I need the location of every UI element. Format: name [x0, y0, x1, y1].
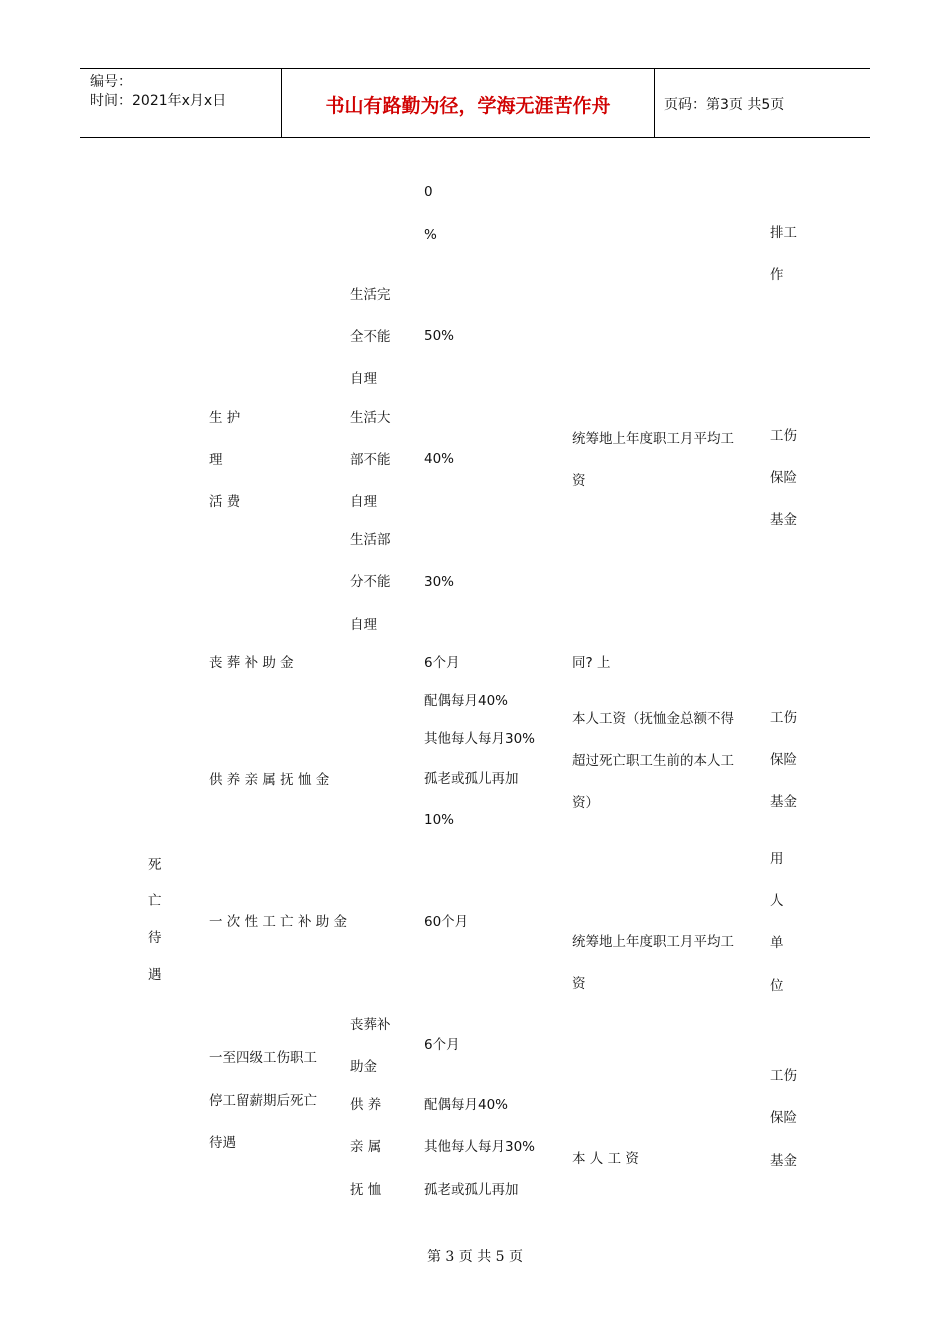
table-cell: 统筹地上年度职工月平均工	[572, 431, 734, 447]
table-cell: 资）	[572, 795, 599, 811]
table-cell: 亡	[148, 893, 162, 909]
table-cell: 丧 葬 补 助 金	[209, 655, 294, 671]
table-cell: 工伤	[770, 710, 797, 726]
table-cell: 供 养	[350, 1097, 382, 1113]
table-cell: 孤老或孤儿再加	[424, 1182, 519, 1198]
table-cell: 自理	[350, 494, 377, 510]
page-footer: 第 3 页 共 5 页	[426, 1249, 524, 1265]
motto: 书山有路勤为径，学海无涯苦作舟	[325, 95, 611, 117]
table-cell: 6个月	[424, 1037, 460, 1053]
table-cell: 一 次 性 工 亡 补 助 金	[209, 914, 348, 930]
table-cell: 一至四级工伤职工	[209, 1050, 317, 1066]
table-cell: 死	[148, 857, 162, 873]
table-cell: 50%	[424, 328, 455, 344]
table-cell: 超过死亡职工生前的本人工	[572, 753, 734, 769]
header-divider	[654, 69, 655, 137]
table-cell: %	[424, 227, 437, 243]
table-cell: 保险	[770, 752, 797, 768]
table-cell: 基金	[770, 794, 797, 810]
table-cell: 作	[770, 267, 784, 283]
table-cell: 40%	[424, 451, 455, 467]
table-cell: 抚 恤	[350, 1182, 382, 1198]
table-cell: 停工留薪期后死亡	[209, 1093, 317, 1109]
table-cell: 其他每人每月30%	[424, 731, 536, 747]
table-cell: 生 护	[209, 410, 241, 426]
table-cell: 人	[770, 893, 784, 909]
header-meta	[90, 73, 226, 111]
table-cell: 其他每人每月30%	[424, 1139, 536, 1155]
table-cell: 配偶每月40%	[424, 693, 509, 709]
table-cell: 资	[572, 473, 586, 489]
table-cell: 同? 上	[572, 655, 611, 671]
table-cell: 本 人 工 资	[572, 1151, 639, 1167]
table-cell: 孤老或孤儿再加	[424, 771, 519, 787]
table-cell: 0	[424, 184, 433, 200]
table-cell: 单	[770, 935, 784, 951]
table-cell: 统筹地上年度职工月平均工	[572, 934, 734, 950]
table-cell: 工伤	[770, 1068, 797, 1084]
table-cell: 活 费	[209, 494, 241, 510]
table-cell: 配偶每月40%	[424, 1097, 509, 1113]
table-cell: 基金	[770, 1153, 797, 1169]
table-cell: 待遇	[209, 1135, 236, 1151]
number-label: 编号：	[90, 74, 132, 90]
table-cell: 全不能	[350, 329, 391, 345]
table-cell: 自理	[350, 371, 377, 387]
table-cell: 助金	[350, 1059, 377, 1075]
table-cell: 保险	[770, 470, 797, 486]
date-label: 时间：2021年x月x日	[90, 93, 227, 109]
table-cell: 自理	[350, 617, 377, 633]
table-cell: 10%	[424, 812, 455, 828]
table-cell: 30%	[424, 574, 455, 590]
page-label: 页码：第3页 共5页	[664, 97, 785, 113]
table-cell: 遇	[148, 967, 162, 983]
table-cell: 60个月	[424, 914, 469, 930]
table-cell: 基金	[770, 512, 797, 528]
table-cell: 资	[572, 976, 586, 992]
table-cell: 部不能	[350, 452, 391, 468]
table-cell: 丧葬补	[350, 1017, 391, 1033]
table-cell: 用	[770, 851, 784, 867]
table-cell: 排工	[770, 225, 797, 241]
table-cell: 亲 属	[350, 1139, 382, 1155]
table-cell: 分不能	[350, 574, 391, 590]
table-cell: 生活部	[350, 532, 391, 548]
table-cell: 待	[148, 930, 162, 946]
table-cell: 理	[209, 452, 223, 468]
table-cell: 工伤	[770, 428, 797, 444]
table-cell: 保险	[770, 1110, 797, 1126]
table-cell: 生活完	[350, 287, 391, 303]
page-header	[80, 68, 870, 138]
table-cell: 供 养 亲 属 抚 恤 金	[209, 772, 330, 788]
table-cell: 6个月	[424, 655, 460, 671]
table-cell: 本人工资（抚恤金总额不得	[572, 711, 734, 727]
table-cell: 位	[770, 978, 784, 994]
table-cell: 生活大	[350, 410, 391, 426]
